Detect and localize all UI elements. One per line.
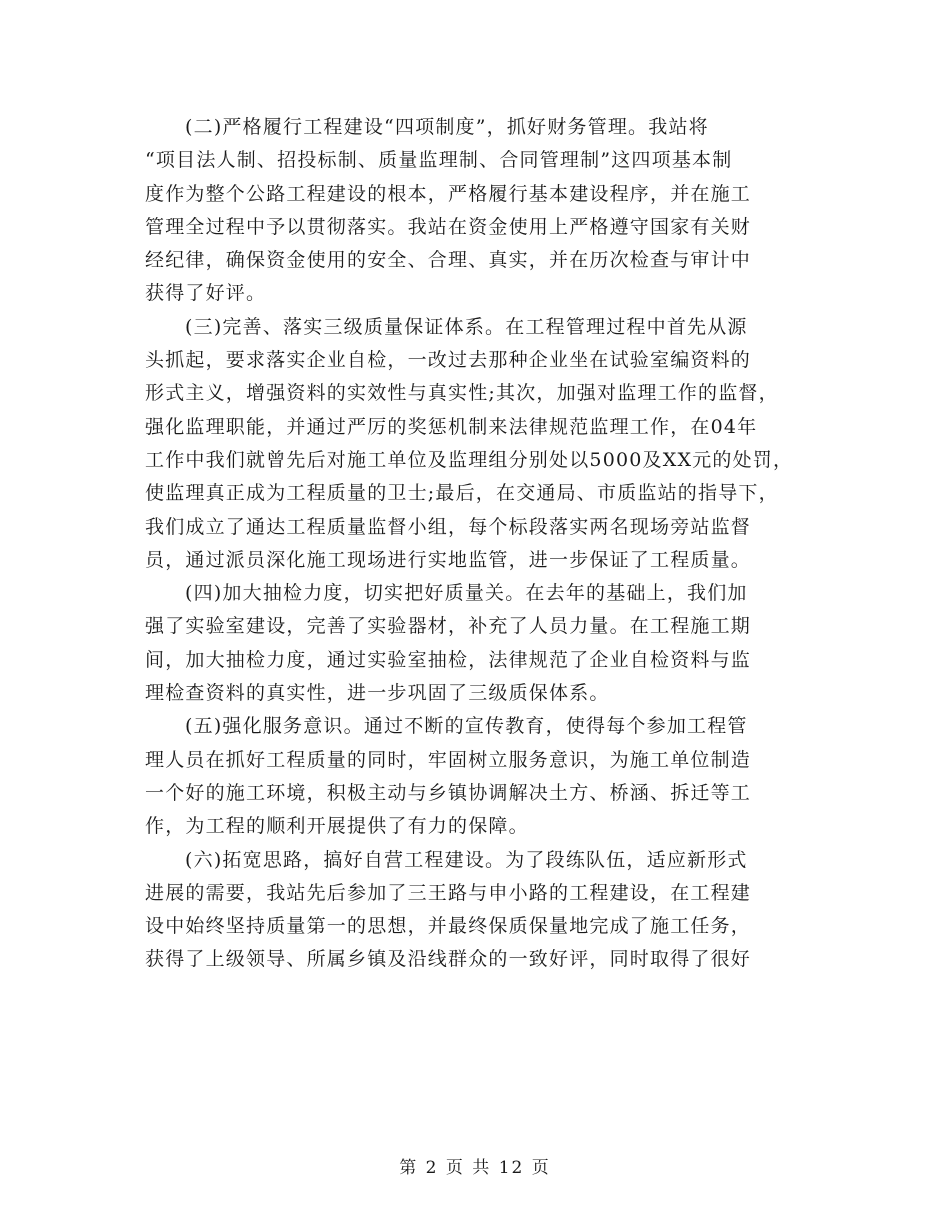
paragraph-line: 经纪律，确保资金使用的安全、合理、真实，并在历次检查与审计中 — [145, 249, 752, 272]
paragraph-line: 理检查资料的真实性，进一步巩固了三级质保体系。 — [145, 682, 610, 705]
paragraph-line: 使监理真正成为工程质量的卫士;最后，在交通局、市质监站的指导下， — [145, 482, 779, 505]
paragraph-line: 工作中我们就曾先后对施工单位及监理组分别处以5000及XX元的处罚， — [145, 448, 794, 471]
paragraph-line: 设中始终坚持质量第一的思想，并最终保质保量地完成了施工任务， — [145, 915, 752, 938]
paragraph-line: 获得了好评。 — [145, 282, 267, 305]
paragraph-line: (六)拓宽思路，搞好自营工程建设。为了段练队伍，适应新形式 — [185, 848, 748, 871]
paragraph-line: 作，为工程的顺利开展提供了有力的保障。 — [145, 815, 529, 838]
paragraph-line: 度作为整个公路工程建设的根本，严格履行基本建设程序，并在施工 — [145, 182, 752, 205]
paragraph-line: 间，加大抽检力度，通过实验室抽检，法律规范了企业自检资料与监 — [145, 648, 752, 671]
paragraph-line: 获得了上级领导、所属乡镇及沿线群众的一致好评，同时取得了很好 — [145, 948, 752, 971]
paragraph-line: (五)强化服务意识。通过不断的宣传教育，使得每个参加工程管 — [185, 715, 748, 738]
paragraph-line: 进展的需要，我站先后参加了三王路与申小路的工程建设，在工程建 — [145, 881, 752, 904]
paragraph-line: 强化监理职能，并通过严厉的奖惩机制来法律规范监理工作，在04年 — [145, 415, 758, 438]
paragraph-line: (四)加大抽检力度，切实把好质量关。在去年的基础上，我们加 — [185, 582, 748, 605]
paragraph-line: 管理全过程中予以贯彻落实。我站在资金使用上严格遵守国家有关财 — [145, 215, 752, 238]
paragraph-line: 我们成立了通达工程质量监督小组，每个标段落实两名现场旁站监督 — [145, 515, 752, 538]
paragraph-line: 形式主义，增强资料的实效性与真实性;其次，加强对监理工作的监督， — [145, 382, 779, 405]
paragraph-line: 一个好的施工环境，积极主动与乡镇协调解决土方、桥涵、拆迁等工 — [145, 781, 752, 804]
paragraph-line: (二)严格履行工程建设“四项制度”，抓好财务管理。我站将 — [185, 116, 709, 138]
paragraph-line: (三)完善、落实三级质量保证体系。在工程管理过程中首先从源 — [185, 315, 748, 338]
paragraph-line: “项目法人制、招投标制、质量监理制、合同管理制”这四项基本制 — [145, 149, 733, 172]
paragraph-line: 理人员在抓好工程质量的同时，牢固树立服务意识，为施工单位制造 — [145, 748, 752, 771]
paragraph-line: 员，通过派员深化施工现场进行实地监管，进一步保证了工程质量。 — [145, 548, 752, 571]
paragraph-line: 强了实验室建设，完善了实验器材，补充了人员力量。在工程施工期 — [145, 615, 752, 638]
paragraph-line: 头抓起，要求落实企业自检，一改过去那种企业坐在试验室编资料的 — [145, 349, 752, 372]
page-number-footer: 第 2 页 共 12 页 — [399, 1158, 551, 1178]
body-text — [145, 111, 825, 977]
